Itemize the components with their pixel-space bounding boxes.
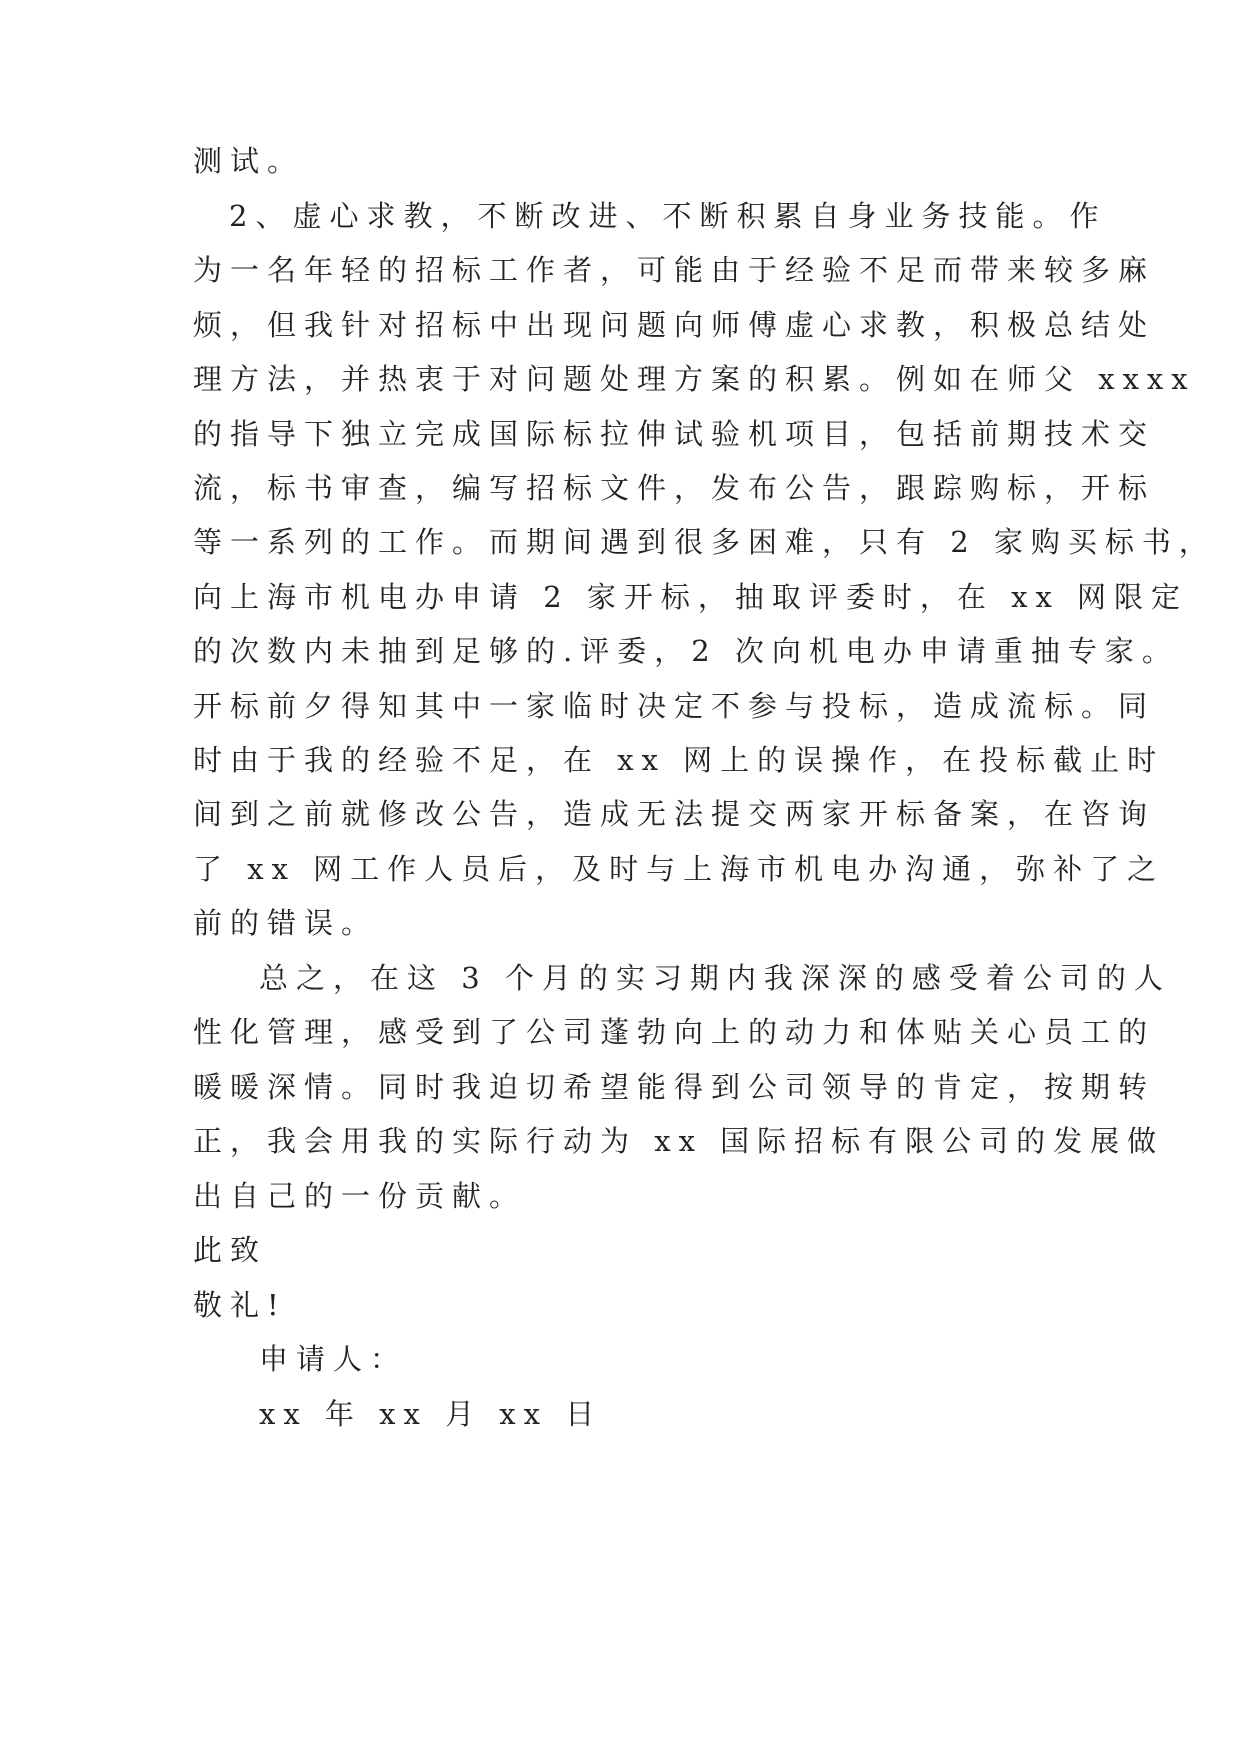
closing-salutation: 此致 [193, 1233, 268, 1267]
body-line: 时由于我的经验不足，在 xx 网上的误操作，在投标截止时 [193, 743, 1165, 777]
body-line: 了 xx 网工作人员后，及时与上海市机电办沟通，弥补了之 [193, 852, 1165, 886]
body-line: 正，我会用我的实际行动为 xx 国际招标有限公司的发展做 [193, 1124, 1165, 1158]
body-line: 测试。 [193, 144, 305, 178]
body-line: 理方法，并热衷于对问题处理方案的积累。例如在师父 xxxx [193, 362, 1196, 396]
body-line: 的次数内未抽到足够的.评委，2 次向机电办申请重抽专家。 [193, 634, 1179, 668]
body-line: 开标前夕得知其中一家临时决定不参与投标，造成流标。同 [193, 689, 1156, 723]
applicant-label: 申请人： [259, 1342, 408, 1376]
body-line: 性化管理，感受到了公司蓬勃向上的动力和体贴关心员工的 [193, 1015, 1156, 1049]
body-line: 间到之前就修改公告，造成无法提交两家开标备案，在咨询 [193, 797, 1156, 831]
paragraph-first-line: 总之，在这 3 个月的实习期内我深深的感受着公司的人 [259, 961, 1171, 995]
body-line: 等一系列的工作。而期间遇到很多困难，只有 2 家购买标书， [193, 525, 1216, 559]
body-line: 流，标书审查，编写招标文件，发布公告，跟踪购标，开标 [193, 471, 1156, 505]
closing-regards: 敬礼! [193, 1288, 287, 1322]
paragraph-first-line: 2、虚心求教，不断改进、不断积累自身业务技能。作 [229, 199, 1107, 233]
body-line: 暖暖深情。同时我迫切希望能得到公司领导的肯定，按期转 [193, 1070, 1156, 1104]
date-line: xx 年 xx 月 xx 日 [259, 1397, 603, 1431]
body-line: 前的错误。 [193, 906, 379, 940]
body-line: 向上海市机电办申请 2 家开标，抽取评委时，在 xx 网限定 [193, 580, 1189, 614]
body-line: 烦，但我针对招标中出现问题向师傅虚心求教，积极总结处 [193, 308, 1156, 342]
body-line: 的指导下独立完成国际标拉伸试验机项目，包括前期技术交 [193, 417, 1156, 451]
body-line: 为一名年轻的招标工作者，可能由于经验不足而带来较多麻 [193, 253, 1156, 287]
body-line: 出自己的一份贡献。 [193, 1179, 527, 1213]
